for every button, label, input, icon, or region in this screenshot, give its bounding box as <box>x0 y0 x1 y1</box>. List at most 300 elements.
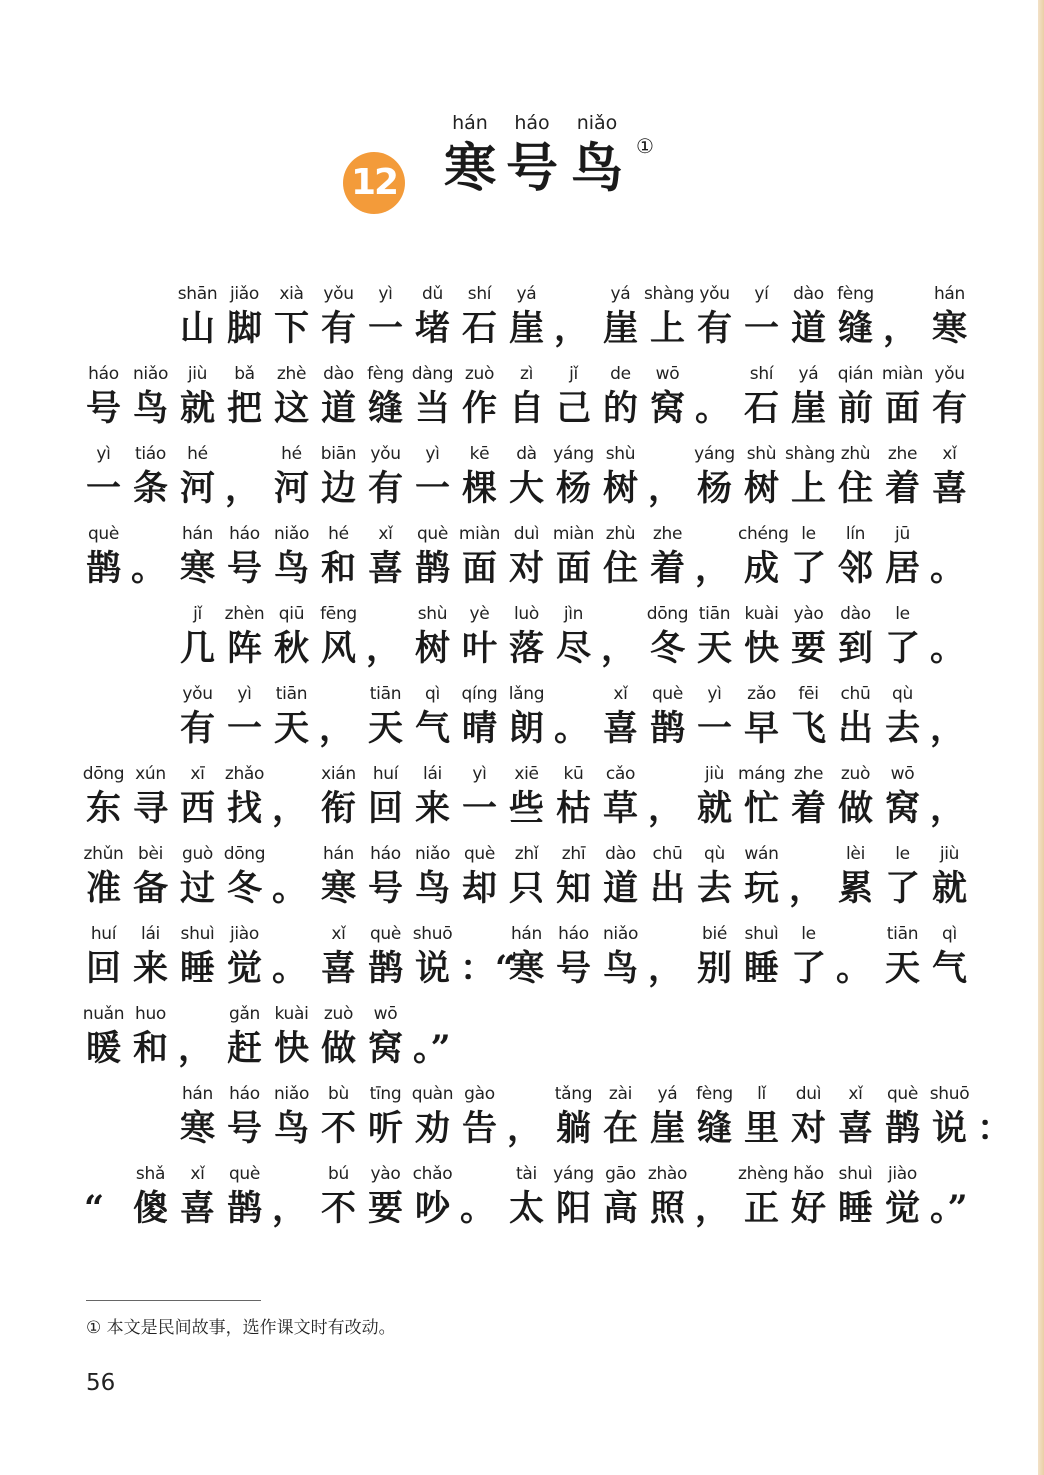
character-cell <box>221 602 268 672</box>
character-cell <box>644 362 691 432</box>
pinyin: quàn <box>411 1084 454 1104</box>
hanzi: 寒 <box>320 868 356 909</box>
pinyin: shàng <box>644 284 695 304</box>
punctuation <box>315 682 362 752</box>
hanzi: 听 <box>367 1108 403 1149</box>
character-cell <box>832 842 879 912</box>
pinyin: hé <box>328 524 349 544</box>
pinyin <box>503 1082 550 1106</box>
hanzi: 阵 <box>226 628 262 669</box>
character-cell <box>315 522 362 592</box>
pinyin: fèng <box>837 284 874 304</box>
pinyin: jiào <box>229 924 260 944</box>
character-cell <box>174 762 221 832</box>
hanzi: 高 <box>602 1188 638 1229</box>
punctuation <box>550 682 597 752</box>
hanzi: 石 <box>461 308 497 349</box>
pinyin: yè <box>469 604 490 624</box>
punctuation <box>785 842 832 912</box>
hanzi: 里 <box>743 1108 779 1149</box>
punctuation <box>691 522 738 592</box>
character-cell <box>879 362 926 432</box>
pinyin: tǎng <box>554 1084 593 1104</box>
character-cell <box>80 442 127 512</box>
hanzi: ， <box>648 948 684 989</box>
pinyin: xún <box>135 764 166 784</box>
punctuation <box>926 602 973 672</box>
hanzi: 河 <box>179 468 215 509</box>
title-hanzi: 号 <box>505 138 558 199</box>
pinyin: shí <box>749 364 774 384</box>
pinyin: xī <box>190 764 205 784</box>
character-cell <box>315 282 362 352</box>
character-cell <box>644 682 691 752</box>
hanzi: 晴 <box>461 708 497 749</box>
pinyin: fēi <box>798 684 819 704</box>
pinyin: yí <box>754 284 769 304</box>
title-pinyin: háo <box>514 112 550 134</box>
hanzi: 尽 <box>555 628 591 669</box>
hanzi: 喜 <box>179 1188 215 1229</box>
character-cell <box>456 442 503 512</box>
hanzi: 吵 <box>414 1188 450 1229</box>
pinyin: yá <box>798 364 819 384</box>
pinyin: jìn <box>563 604 584 624</box>
hanzi: 有 <box>696 308 732 349</box>
character-cell <box>80 362 127 432</box>
hanzi: 就 <box>931 868 967 909</box>
hanzi: 树 <box>414 628 450 669</box>
pinyin: huí <box>90 924 117 944</box>
character-cell <box>127 442 174 512</box>
hanzi: 的 <box>602 388 638 429</box>
pinyin: zhǔn <box>83 844 124 864</box>
hanzi: 找 <box>226 788 262 829</box>
character-cell <box>268 602 315 672</box>
hanzi: 面 <box>461 548 497 589</box>
pinyin: biān <box>320 444 357 464</box>
hanzi: ， <box>319 708 355 749</box>
character-cell <box>738 682 785 752</box>
pinyin: háo <box>229 524 260 544</box>
hanzi: 道 <box>320 388 356 429</box>
pinyin: qù <box>704 844 725 864</box>
pinyin: huí <box>372 764 399 784</box>
hanzi: 和 <box>320 548 356 589</box>
pinyin <box>362 602 409 626</box>
character-cell <box>221 922 268 992</box>
hanzi: 棵 <box>461 468 497 509</box>
character-cell <box>221 682 268 752</box>
pinyin: zuò <box>840 764 871 784</box>
pinyin <box>550 282 597 306</box>
hanzi: 告 <box>461 1108 497 1149</box>
character-cell <box>691 922 738 992</box>
pinyin: shuō <box>412 924 453 944</box>
character-cell <box>409 762 456 832</box>
character-cell <box>503 442 550 512</box>
hanzi: 下 <box>273 308 309 349</box>
pinyin: duì <box>795 1084 822 1104</box>
hanzi: ， <box>930 788 966 829</box>
pinyin: qì <box>942 924 957 944</box>
character-cell <box>879 1082 926 1152</box>
pinyin: gǎn <box>228 1004 261 1024</box>
hanzi: 要 <box>790 628 826 669</box>
hanzi: 寒 <box>508 948 544 989</box>
pinyin: shù <box>605 444 636 464</box>
pinyin: zhǐ <box>514 844 539 864</box>
pinyin <box>174 1002 221 1026</box>
hanzi: 了 <box>884 628 920 669</box>
pinyin: shān <box>177 284 218 304</box>
hanzi: ：“ <box>460 948 516 989</box>
text-line <box>174 682 973 754</box>
character-cell <box>832 762 879 832</box>
text-line <box>80 522 973 594</box>
character-cell <box>738 762 785 832</box>
character-cell <box>738 922 785 992</box>
hanzi: 。 <box>272 868 308 909</box>
character-cell <box>221 842 268 912</box>
pinyin: le <box>895 604 910 624</box>
character-cell <box>785 1162 832 1232</box>
punctuation <box>550 282 597 352</box>
character-cell <box>503 762 550 832</box>
pinyin: zhī <box>561 844 586 864</box>
character-cell <box>785 922 832 992</box>
pinyin: jū <box>895 524 910 544</box>
hanzi: 前 <box>837 388 873 429</box>
pinyin: yǒu <box>934 364 965 384</box>
character-cell <box>879 602 926 672</box>
pinyin: jiù <box>704 764 725 784</box>
hanzi: 枯 <box>555 788 591 829</box>
pinyin: tiáo <box>134 444 166 464</box>
character-cell <box>127 842 174 912</box>
pinyin: le <box>801 924 816 944</box>
hanzi: ， <box>178 1028 214 1069</box>
pinyin: nuǎn <box>82 1004 125 1024</box>
title-hanzi: 寒 <box>443 138 496 199</box>
hanzi: ， <box>272 788 308 829</box>
pinyin <box>456 1162 503 1186</box>
character-cell <box>268 1082 315 1152</box>
pinyin: hán <box>510 924 543 944</box>
character-cell <box>832 362 879 432</box>
pinyin: yǒu <box>182 684 213 704</box>
pinyin: jiù <box>187 364 208 384</box>
character-cell <box>127 1002 174 1072</box>
hanzi: 道 <box>602 868 638 909</box>
hanzi: 躺 <box>555 1108 591 1149</box>
character-cell <box>879 842 926 912</box>
character-cell <box>738 1082 785 1152</box>
pinyin: zhǎo <box>224 764 265 784</box>
text-line <box>80 1162 973 1234</box>
pinyin: niǎo <box>273 524 310 544</box>
pinyin: xǐ <box>848 1084 863 1104</box>
character-cell <box>409 282 456 352</box>
pinyin: zhào <box>647 1164 688 1184</box>
hanzi: 些 <box>508 788 544 829</box>
pinyin: hán <box>181 524 214 544</box>
hanzi: 崖 <box>790 388 826 429</box>
hanzi: 面 <box>884 388 920 429</box>
hanzi: 。 <box>460 1188 496 1229</box>
character-cell <box>597 442 644 512</box>
hanzi: 出 <box>649 868 685 909</box>
pinyin: máng <box>738 764 786 784</box>
pinyin: shuì <box>838 1164 873 1184</box>
hanzi: 有 <box>367 468 403 509</box>
footnote-divider <box>86 1300 261 1301</box>
character-cell <box>174 522 221 592</box>
hanzi: 大 <box>508 468 544 509</box>
character-cell <box>456 842 503 912</box>
hanzi: 着 <box>884 468 920 509</box>
pinyin: jǐ <box>193 604 202 624</box>
character-cell <box>80 842 127 912</box>
character-cell <box>362 362 409 432</box>
pinyin: duì <box>513 524 540 544</box>
character-cell <box>315 1162 362 1232</box>
hanzi: 自 <box>508 388 544 429</box>
pinyin: hé <box>281 444 302 464</box>
text-line <box>80 362 973 434</box>
character-cell <box>879 1162 926 1232</box>
character-cell <box>80 922 127 992</box>
character-cell <box>832 682 879 752</box>
punctuation <box>409 1002 456 1072</box>
pinyin: le <box>801 524 816 544</box>
character-cell <box>268 682 315 752</box>
character-cell <box>362 922 409 992</box>
pinyin: qiū <box>278 604 305 624</box>
character-cell <box>597 282 644 352</box>
pinyin: kuài <box>274 1004 309 1024</box>
hanzi: 别 <box>696 948 732 989</box>
pinyin: kē <box>469 444 490 464</box>
pinyin: zhe <box>793 764 824 784</box>
hanzi: 觉 <box>226 948 262 989</box>
character-cell <box>221 1162 268 1232</box>
hanzi: 鹊 <box>649 708 685 749</box>
hanzi: 。 <box>836 948 872 989</box>
character-cell <box>785 362 832 432</box>
pinyin: tài <box>516 1164 537 1184</box>
character-cell <box>362 442 409 512</box>
footnote-marker: ① <box>636 134 654 158</box>
pinyin: wán <box>744 844 779 864</box>
pinyin: xǐ <box>378 524 393 544</box>
character-cell <box>738 362 785 432</box>
pinyin: yì <box>425 444 440 464</box>
hanzi: 崖 <box>508 308 544 349</box>
hanzi: 上 <box>790 468 826 509</box>
hanzi: 去 <box>696 868 732 909</box>
punctuation <box>926 522 973 592</box>
hanzi: 快 <box>743 628 779 669</box>
hanzi: 。 <box>131 548 167 589</box>
hanzi: 照 <box>649 1188 685 1229</box>
hanzi: 气 <box>414 708 450 749</box>
pinyin: luò <box>514 604 539 624</box>
character-cell <box>879 682 926 752</box>
hanzi: 睡 <box>743 948 779 989</box>
character-cell <box>691 442 738 512</box>
pinyin: zhù <box>840 444 871 464</box>
hanzi: 条 <box>132 468 168 509</box>
punctuation <box>926 682 973 752</box>
pinyin: hán <box>322 844 355 864</box>
hanzi: 寒 <box>179 1108 215 1149</box>
character-cell <box>174 282 221 352</box>
hanzi: 堵 <box>414 308 450 349</box>
pinyin <box>973 1082 1020 1106</box>
character-cell <box>315 1002 362 1072</box>
pinyin: niǎo <box>132 364 169 384</box>
pinyin <box>644 762 691 786</box>
pinyin: yǒu <box>699 284 730 304</box>
character-cell <box>597 842 644 912</box>
pinyin: fèng <box>696 1084 733 1104</box>
pinyin: jiào <box>887 1164 918 1184</box>
character-cell <box>550 922 597 992</box>
hanzi: ， <box>789 868 825 909</box>
character-cell <box>503 1162 550 1232</box>
pinyin <box>409 1002 456 1026</box>
character-cell <box>879 442 926 512</box>
hanzi: 一 <box>367 308 403 349</box>
hanzi: 回 <box>85 948 121 989</box>
punctuation <box>456 1162 503 1232</box>
character-cell <box>174 842 221 912</box>
character-cell <box>644 282 695 352</box>
hanzi: 来 <box>414 788 450 829</box>
page-number: 56 <box>86 1370 116 1396</box>
character-cell <box>315 922 362 992</box>
hanzi: 树 <box>602 468 638 509</box>
character-cell <box>738 1162 789 1232</box>
character-cell <box>691 1082 738 1152</box>
pinyin: zǎo <box>747 684 776 704</box>
character-cell <box>456 762 503 832</box>
character-cell <box>174 602 221 672</box>
character-cell <box>926 842 973 912</box>
hanzi: 天 <box>367 708 403 749</box>
footnote: ① 本文是民间故事，选作课文时有改动。 <box>86 1318 396 1338</box>
pinyin: dàng <box>411 364 454 384</box>
character-cell <box>362 762 409 832</box>
character-cell <box>738 442 785 512</box>
hanzi: 几 <box>179 628 215 669</box>
hanzi: 鸟 <box>273 548 309 589</box>
pinyin: cǎo <box>605 764 636 784</box>
character-cell <box>315 442 362 512</box>
hanzi: 天 <box>696 628 732 669</box>
pinyin <box>926 602 973 626</box>
pinyin <box>644 442 691 466</box>
hanzi: 回 <box>367 788 403 829</box>
pinyin: miàn <box>552 524 595 544</box>
hanzi: 鹊 <box>367 948 403 989</box>
pinyin <box>691 362 738 386</box>
character-cell <box>738 842 785 912</box>
pinyin: háo <box>370 844 401 864</box>
punctuation <box>268 842 315 912</box>
pinyin: shuì <box>744 924 779 944</box>
hanzi: 鸟 <box>414 868 450 909</box>
hanzi: ， <box>648 788 684 829</box>
pinyin: què <box>651 684 684 704</box>
punctuation <box>832 922 879 992</box>
punctuation <box>644 922 691 992</box>
pinyin: jǐ <box>569 364 578 384</box>
hanzi: ， <box>648 468 684 509</box>
character-cell <box>456 602 503 672</box>
hanzi: 有 <box>931 388 967 429</box>
pinyin: hǎo <box>793 1164 824 1184</box>
pinyin <box>832 922 879 946</box>
hanzi: 天 <box>884 948 920 989</box>
character-cell <box>691 762 738 832</box>
pinyin: lái <box>423 764 442 784</box>
pinyin: bèi <box>137 844 164 864</box>
character-cell <box>644 842 691 912</box>
pinyin: zhe <box>652 524 683 544</box>
pinyin: bú <box>328 1164 349 1184</box>
title-pinyin: niǎo <box>576 112 618 134</box>
hanzi: 脚 <box>226 308 262 349</box>
hanzi: 喜 <box>367 548 403 589</box>
pinyin: lǐ <box>757 1084 766 1104</box>
pinyin <box>268 922 315 946</box>
hanzi: 杨 <box>555 468 591 509</box>
character-cell <box>550 362 597 432</box>
hanzi: 一 <box>226 708 262 749</box>
pinyin <box>127 522 174 546</box>
hanzi: 号 <box>226 1108 262 1149</box>
hanzi: 说 <box>414 948 450 989</box>
pinyin <box>644 922 691 946</box>
hanzi: 累 <box>837 868 873 909</box>
pinyin: zuò <box>323 1004 354 1024</box>
hanzi: 树 <box>743 468 779 509</box>
hanzi: ， <box>883 308 919 349</box>
pinyin: bù <box>328 1084 349 1104</box>
character-cell <box>362 842 409 912</box>
character-cell <box>268 522 315 592</box>
character-cell <box>503 922 550 992</box>
pinyin: chū <box>652 844 683 864</box>
character-cell <box>832 282 879 352</box>
hanzi: 喜 <box>837 1108 873 1149</box>
character-cell <box>503 842 550 912</box>
character-cell <box>550 1082 597 1152</box>
punctuation <box>362 602 409 672</box>
character-cell <box>597 922 644 992</box>
hanzi: 窝 <box>367 1028 403 1069</box>
hanzi: 过 <box>179 868 215 909</box>
hanzi: 一 <box>85 468 121 509</box>
hanzi: 居 <box>884 548 920 589</box>
hanzi: 朗 <box>508 708 544 749</box>
character-cell <box>221 1082 268 1152</box>
pinyin: háo <box>88 364 119 384</box>
pinyin: xǐ <box>613 684 628 704</box>
pinyin: hán <box>933 284 966 304</box>
